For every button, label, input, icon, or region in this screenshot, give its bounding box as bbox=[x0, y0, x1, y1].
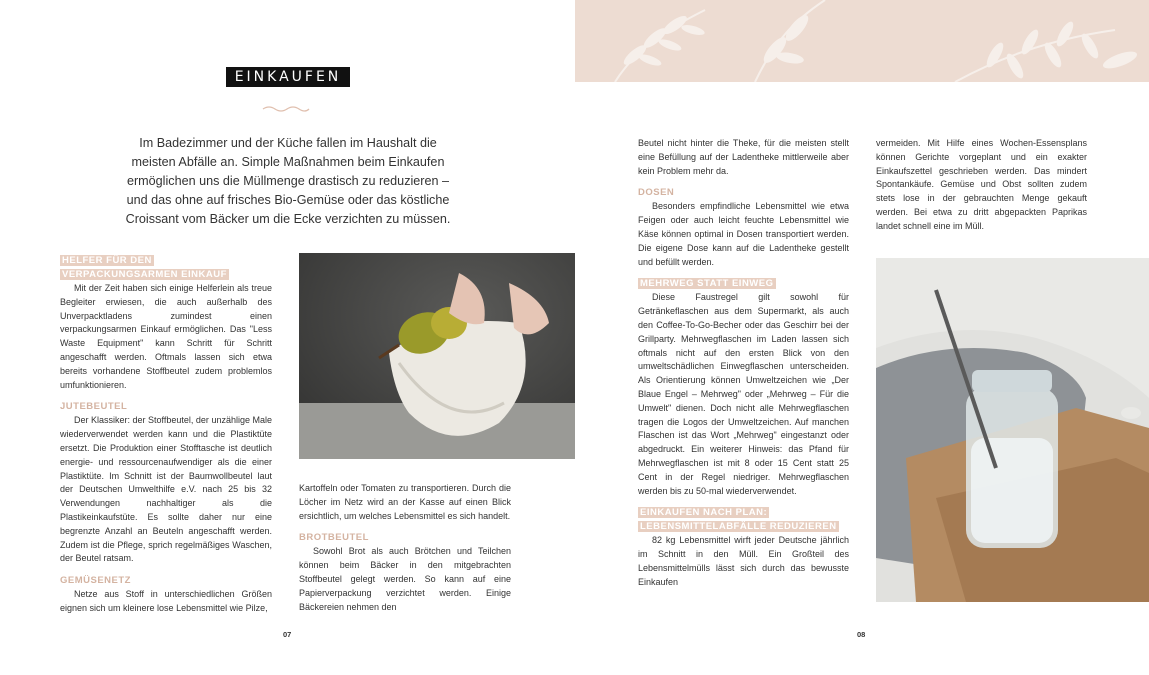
leaf-banner bbox=[575, 0, 1149, 82]
page-number-left: 07 bbox=[283, 630, 292, 639]
page-title: EINKAUFEN bbox=[226, 67, 350, 87]
column-2 bbox=[299, 482, 511, 614]
dosen-heading: DOSEN bbox=[638, 187, 675, 199]
intro-text: Im Badezimmer und der Küche fallen im Haushalt die meisten Abfälle an. Simple Maßnahmen beim Einkaufen ermöglichen uns die Müllmenge drastisch zu reduzieren – und das ohne auf frisches Bio-Gemüse oder das köstliche Croissant vom Bäcker um die Ecke verzichten zu müssen. bbox=[125, 136, 451, 226]
col2-continued-text: Kartoffeln oder Tomaten zu transportieren. Durch die Löcher im Netz wird an der Kasse auf einen Blick ersichtlich, um welches Lebensmittel es sich handelt. bbox=[299, 483, 511, 521]
column-4 bbox=[876, 137, 1087, 234]
helfer-text: Mit der Zeit haben sich einige Helferlein als treue Begleiter erwiesen, die auch außerhalb des Unverpacktladens zumindest einen verpackungsarmen Einkauf ermöglichen. Das "Less Waste Equipment" kann Schritt für Schritt angeschafft werden. Oftmals lassen sich etwa bereits vorhandene Stoffbeutel zudem problemlos umfunktionieren. bbox=[60, 283, 272, 390]
mehrweg-text: Diese Faustregel gilt sowohl für Getränkeflaschen aus dem Supermarkt, als auch den Coffee-To-Go-Becher oder das Geschirr bei der Grillparty. Mehrwegflaschen im Laden lassen sich oftmals nicht auf den ersten Blick von den umweltschädlichen Einwegflaschen unterscheiden. Als Orientierung können Umweltzeichen wie „Der Blaue Engel – Mehrweg" oder „Mehrweg – Für die Umwelt" dienen. Doch nicht alle Mehrwegflaschen tragen die Logos der Umweltzeichen. Auf manchen Flaschen ist das Wort „Mehrweg" eingestanzt oder abgedruckt. Ein weiterer Hinweis: das Pfand für Mehrwegflaschen ist mit 8 oder 15 Cent statt 25 Cent in der Regel niedriger. Mehrwegflaschen werden bis zu 50-mal wiederverwendet. bbox=[638, 292, 849, 496]
netz-heading: GEMÜSENETZ bbox=[60, 575, 131, 587]
mehrweg-heading: MEHRWEG STATT EINWEG bbox=[640, 278, 774, 290]
column-1 bbox=[60, 254, 272, 616]
plan-text: 82 kg Lebensmittel wirft jeder Deutsche jährlich im Schnitt in den Müll. Ein Großteil des Lebensmittelmülls lässt sich durch das bewusste Einkaufen bbox=[638, 535, 849, 587]
netz-text: Netze aus Stoff in unterschiedlichen Größen eignen sich um kleinere lose Lebensmittel wie Pilze, bbox=[60, 589, 272, 613]
brot-text: Sowohl Brot als auch Brötchen und Teilchen können beim Bäcker in den mitgebrachten Stoffbeutel gelegt werden. So kann auf eine Papierverpackung verzichtet werden. Einige Bäckereien nehmen den bbox=[299, 546, 511, 612]
squiggle-divider-icon bbox=[262, 104, 310, 114]
column-3 bbox=[638, 137, 849, 590]
photo-glass-jar-straw bbox=[876, 258, 1149, 602]
col3-continued-text: Beutel nicht hinter die Theke, für die meisten stellt eine Befüllung auf der Ladentheke mittlerweile aber kein Problem mehr da. bbox=[638, 138, 849, 176]
jute-heading: JUTEBEUTEL bbox=[60, 401, 128, 413]
jute-text: Der Klassiker: der Stoffbeutel, der unzählige Male wiederverwendet werden kann und die Plastiktüte ersetzt. Die Produktion einer Stofftasche ist deutlich energie- und ressourcenaufwendiger als die einer Plastiktüte. Im Schnitt ist der Baumwollbeutel laut der Deutschen Umwelthilfe e.V. nach 25 bis 32 Verwendungen nachhaltiger als die Plastikeinkaufstüte. Es sollte daher nur eine begrenzte Anzahl an Beuteln angeschafft werden. Zudem ist die Pflege, sprich regelmäßiges Waschen, der Beutel ratsam. bbox=[60, 415, 272, 564]
helfer-heading-2: VERPACKUNGSARMEN EINKAUF bbox=[62, 269, 227, 280]
plan-heading-2: LEBENSMITTELABFÄLLE REDUZIEREN bbox=[640, 521, 837, 533]
brot-heading: BROTBEUTEL bbox=[299, 532, 369, 544]
dosen-text: Besonders empfindliche Lebensmittel wie etwa Feigen oder auch leicht feuchte Lebensmittel wie Käse können optimal in Dosen transportiert werden. Die eigene Dose kann auf die Ladentheke gestellt und befüllt werden. bbox=[638, 201, 849, 267]
col4-continued-text: vermeiden. Mit Hilfe eines Wochen-Essensplans können Gerichte vorgeplant und ein exakter Einkaufszettel geschrieben werden. Das mindert Spontankäufe. Gemüse und Obst sollten zudem stets lose in der gebrauchten Menge gekauft werden. Bei etwa zu dritt abgepackten Paprikas landet schnell eine im Müll. bbox=[876, 138, 1087, 231]
photo-pear-mesh-bag bbox=[299, 253, 575, 459]
plan-heading-1: EINKAUFEN NACH PLAN: bbox=[640, 507, 768, 519]
page-number-right: 08 bbox=[857, 630, 866, 639]
leaf-pattern-icon bbox=[575, 0, 1149, 82]
helfer-heading-1: HELFER FÜR DEN bbox=[62, 255, 152, 266]
